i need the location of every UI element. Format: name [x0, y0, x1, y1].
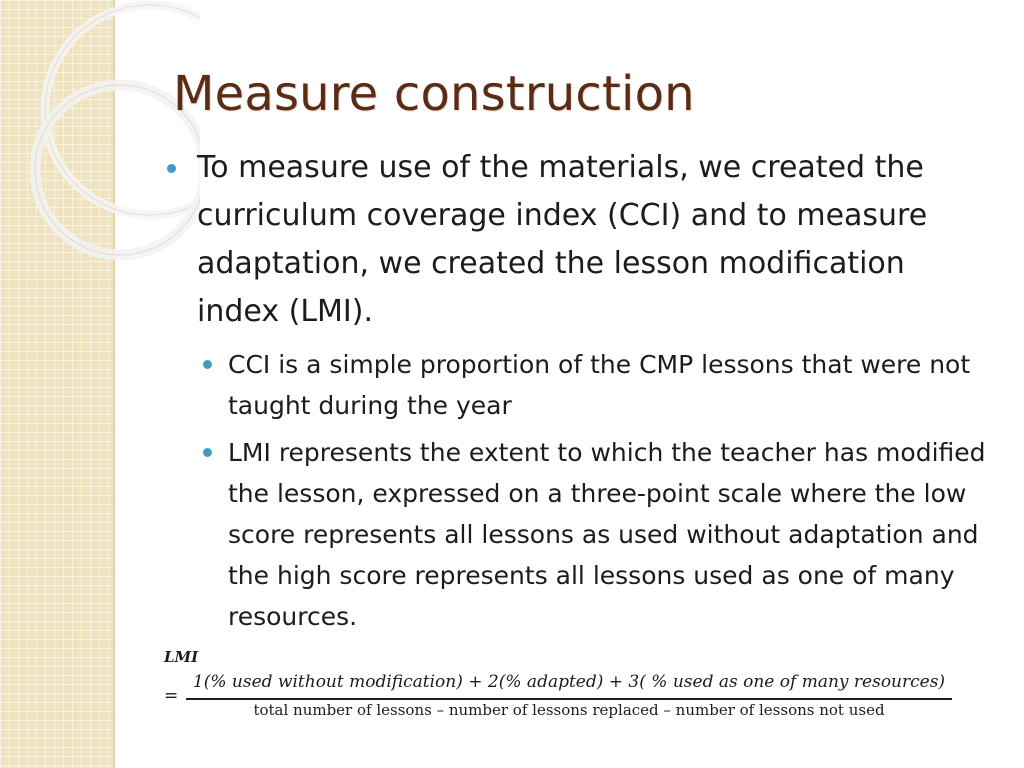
- formula-denominator: total number of lessons – number of lessons replaced – number of lessons not used: [253, 701, 885, 719]
- bullet-dot: [203, 448, 212, 457]
- bullet-dot: [203, 360, 212, 369]
- fraction-bar: [186, 698, 952, 700]
- formula-lhs: LMI: [164, 648, 199, 666]
- slide-title: Measure construction: [173, 66, 695, 122]
- sub-bullet-lmi: [228, 432, 995, 637]
- sub-bullet-list: [165, 344, 995, 637]
- main-bullet-text: To measure use of the materials, we created the curriculum coverage index (CCI) and to measure adaptation, we created the lesson modification index (LMI).: [197, 150, 928, 329]
- sub-bullet-cci-text: CCI is a simple proportion of the CMP lessons that were not taught during the year: [228, 350, 971, 420]
- formula-equals: =: [164, 686, 179, 706]
- formula-numerator: 1(% used without modification) + 2(% adapted) + 3( % used as one of many resources): [192, 672, 946, 692]
- lmi-formula: [162, 646, 962, 726]
- sub-bullet-cci: [228, 344, 995, 426]
- slide-content: [165, 144, 995, 643]
- sub-bullet-lmi-text: LMI represents the extent to which the teacher has modified the lesson, expressed on a three-point scale where the low score represents all lessons as used without adaptation and the high score represents all lessons used as one of many resources.: [228, 438, 986, 631]
- bullet-dot: [167, 164, 176, 173]
- main-bullet: [165, 144, 995, 336]
